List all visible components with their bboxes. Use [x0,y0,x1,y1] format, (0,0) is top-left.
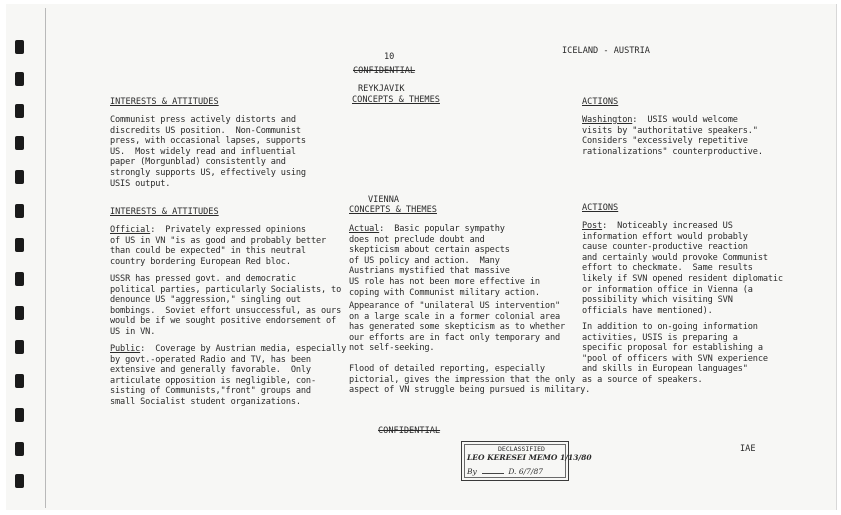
actual-label: Actual [349,224,380,234]
classification-top: CONFIDENTIAL [353,66,416,76]
stamp-signature-line [467,467,543,476]
reykjavik-city-heading: REYKJAVIK [358,84,405,94]
stamp-by-label: By [467,467,477,476]
binder-hole [15,374,24,388]
binder-hole [15,474,24,488]
vienna-addition-text: In addition to on-going information activities, USIS is preparing a specific proposal for establishing a "pool of officers with SVN experience and skills in European languages" as a source of speakers. [582,322,768,385]
binder-hole [15,40,24,54]
document-page [6,4,837,510]
binder-hole [15,272,24,286]
classification-bottom: CONFIDENTIAL [378,426,441,436]
vienna-concepts-heading: CONCEPTS & THEMES [349,205,437,215]
binder-hole [15,204,24,218]
stamp-authority: LEO KERESEI MEMO 1/13/80 [467,453,592,462]
public-text: : Coverage by Austrian media, especially by govt.-operated Radio and TV, has been extensive and generally favorable. Only articulate opposition is negligible, con- sisting of Communists,"front" groups and small Socialist student organizations. [110,344,347,407]
reykjavik-interests-heading: INTERESTS & ATTITUDES [110,97,219,107]
binder-hole [15,238,24,252]
vienna-flood-text: Flood of detailed reporting, especially pictorial, gives the impression that the only aspect of VN struggle being pursued is military. [349,364,591,396]
post-label: Post [582,221,603,231]
binder-hole [15,170,24,184]
vienna-city-heading: VIENNA [368,195,400,205]
binder-hole [15,340,24,354]
reykjavik-actions-heading: ACTIONS [582,97,619,107]
vienna-ussr-text: USSR has pressed govt. and democratic political parties, particularly Socialists, to denounce US "aggression," singling out bombings. Soviet effort unsuccessful, as ours would be if we sought positive endorsement of US in VN. [110,274,342,337]
binder-hole [15,136,24,150]
binder-hole [15,408,24,422]
binder-hole [15,72,24,86]
public-label: Public [110,344,141,354]
binder-hole [15,104,24,118]
washington-label: Washington [582,115,633,125]
margin-rule [45,8,46,508]
vienna-post-text [582,221,783,316]
declassified-stamp [461,441,592,481]
reykjavik-actions-text [582,115,763,157]
post-text: : Noticeably increased US information effort would probably cause counter-productive reaction and certainly would provoke Communist effort to checkmate. Same results likely if SVN opened resident diplomatic or information office in Vienna (a possibility which visiting SVN officials have mentioned). [582,221,783,316]
vienna-actions-heading: ACTIONS [582,203,619,213]
countries-title: ICELAND - AUSTRIA [562,46,650,56]
vienna-appearance-text: Appearance of "unilateral US intervention" on a large scale in a former colonial area has generated some skepticism as to whether our efforts are in fact only temporary and not self-seeking. [349,301,566,354]
binder-hole [15,306,24,320]
stamp-date: 6/7/87 [518,467,543,476]
binder-hole [15,442,24,456]
official-label: Official [110,225,151,235]
stamp-signature [482,473,504,474]
stamp-title: DECLASSIFIED [498,445,545,453]
vienna-interests-heading: INTERESTS & ATTITUDES [110,207,219,217]
vienna-public-text [110,344,346,408]
reykjavik-concepts-heading: CONCEPTS & THEMES [352,95,440,105]
stamp-date-label: D. [508,467,517,476]
washington-text: : USIS would welcome visits by "authoritative speakers." Considers "excessively repetitive rationalizations" counterproductive. [582,115,763,157]
reykjavik-interests-text: Communist press actively distorts and discredits US position. Non-Communist press, with occasional lapses, supports US. Most widely read and influential paper (Morgunblad) consistently and strongly supports US, effectively using USIS output. [110,115,306,189]
vienna-actual-text [349,224,540,298]
page-number: 10 [384,52,395,62]
actual-text: : Basic popular sympathy does not preclude doubt and skepticism about certain aspects of US policy and action. Many Austrians mystified that massive US role has not been more effective in coping with Communist military action. [349,224,540,298]
vienna-official-text [110,225,326,267]
official-text: : Privately expressed opinions of US in VN "is as good and probably better than could be expected" in this neutral country bordering European Red bloc. [110,225,327,267]
initials: IAE [740,444,756,454]
